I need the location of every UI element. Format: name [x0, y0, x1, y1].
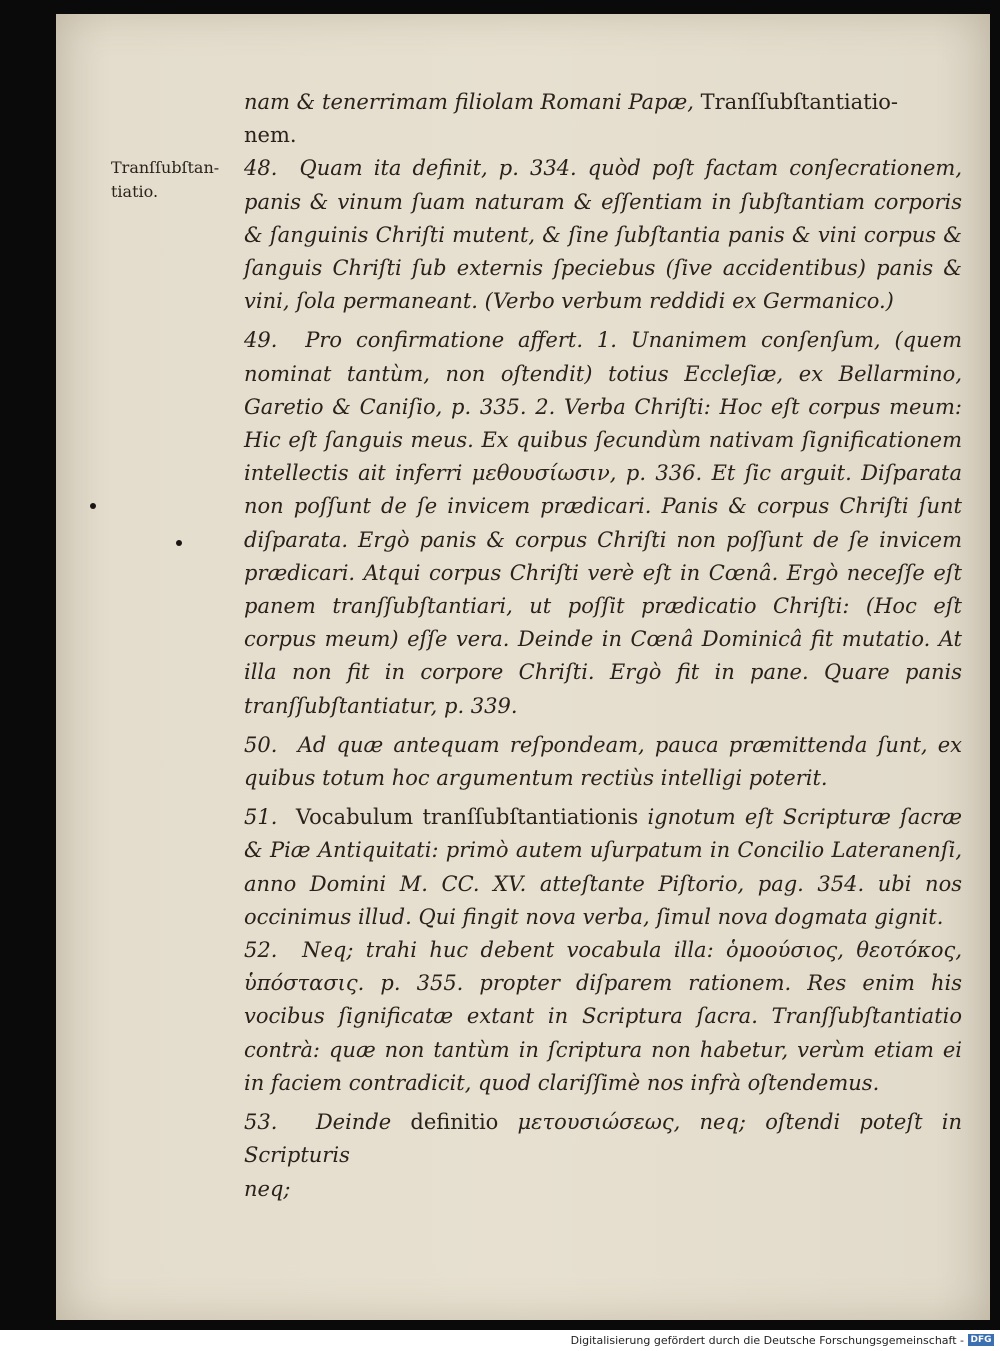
- page-text: [244, 86, 962, 1206]
- paragraph-text: Quam ita definit, p. 334. quòd poſt factam conſecrationem, panis & vinum ſuam naturam & eſſentiam in ſubſtantiam corporis & ſanguinis Chriſti mutent, & ſine ſubſtantia panis & vini corpus & ſanguis Chriſti ſub externis ſpeciebus (ſive accidentibus) panis & vini, ſola permaneant. (Verbo verbum reddidi ex Germanico.): [244, 156, 962, 314]
- paragraph-48: [244, 152, 962, 318]
- paragraph-text: Neq; trahi huc debent vocabula illa: ὁμοούσιος, θεοτόκος, ὑπόστασις. p. 355. propter diſparem rationem. Res enim his vocibus ſignificatæ extant in Scriptura ſacra. Tranſſubſtantiatio contrà: quæ non tantùm in ſcriptura non habetur, verùm etiam ei in faciem contradicit, quod clariſſimè nos infrà oſtendemus.: [244, 938, 962, 1095]
- text-span: Deinde: [315, 1110, 411, 1135]
- margin-note: Tranſſubſtan- tiatio.: [111, 158, 220, 201]
- paragraph-number: 52.: [244, 938, 278, 963]
- paragraph-text: ignotum eſt Scripturæ ſacræ & Piæ Antiquitati: primò autem uſurpatum in Concilio Lateranenſi, anno Domini M. CC. XV. atteſtante Piſtorio, pag. 354. ubi nos occinimus illud. Qui fingit nova verba, ſimul nova dogmata gignit.: [244, 805, 962, 929]
- footer-bar: [0, 1330, 1000, 1351]
- paragraph-number: 49.: [244, 328, 278, 353]
- paragraph-50: [244, 729, 962, 795]
- ink-dot: [90, 503, 96, 509]
- paragraph-number: 50.: [244, 732, 278, 757]
- paragraph-number: 51.: [244, 805, 278, 830]
- text-span: nem.: [244, 123, 297, 148]
- paragraph-49: [244, 324, 962, 722]
- text-span: nam & tenerrimam filiolam Romani Papæ,: [244, 90, 701, 114]
- text-span: Vocabulum tranſſubſtantiationis: [295, 805, 648, 830]
- text-span: μετουσιώσεως, neq; oſtendi poteſt in Scripturis: [244, 1110, 962, 1168]
- ink-dot: [176, 540, 182, 546]
- paragraph-51: [244, 801, 962, 934]
- paragraph-text: Pro confirmatione affert. 1. Unanimem conſenſum, (quem nominat tantùm, non oſtendit) totius Eccleſiæ, ex Bellarmino, Garetio & Caniſio, p. 335. 2. Verba Chriſti: Hoc eſt corpus meum: Hic eſt ſanguis meus. Ex quibus ſecundùm nativam ſignificationem intellectis ait inferri μεθουσίωσιν, p. 336. Et ſic arguit. Diſparata non poſſunt de ſe invicem prædicari. Panis & corpus Chriſti ſunt diſparata. Ergò panis & corpus Chriſti non poſſunt de ſe invicem prædicari. Atqui corpus Chriſti verè eſt in Cœnâ. Ergò neceſſe eſt panem tranſſubſtantiari, ut poſſit prædicatio Chriſti: (Hoc eſt corpus meum) eſſe vera. Deinde in Cœnâ Dominicâ fit mutatio. At illa non fit in corpore Chriſti. Ergò fit in pane. Quare panis tranſſubſtantiatur, p. 339.: [244, 328, 962, 718]
- paragraph-number: 48.: [244, 156, 278, 181]
- paragraph-52: [244, 934, 962, 1100]
- footer-credit: Digitalisierung gefördert durch die Deutsche Forschungsgemeinschaft -: [570, 1334, 964, 1347]
- running-line: [244, 86, 962, 119]
- running-line: [244, 119, 962, 152]
- text-span: Tranſſubſtantiatio-: [700, 90, 899, 114]
- catchword: neq;: [244, 1176, 291, 1201]
- paragraph-number: 53.: [244, 1110, 278, 1135]
- paragraph-text: Ad quæ antequam reſpondeam, pauca præmittenda ſunt, ex quibus totum hoc argumentum rectiùs intelligi poterit.: [244, 732, 962, 791]
- paragraph-53: [244, 1106, 962, 1172]
- text-span: definitio: [410, 1110, 499, 1135]
- dfg-logo-icon: DFG: [968, 1334, 994, 1346]
